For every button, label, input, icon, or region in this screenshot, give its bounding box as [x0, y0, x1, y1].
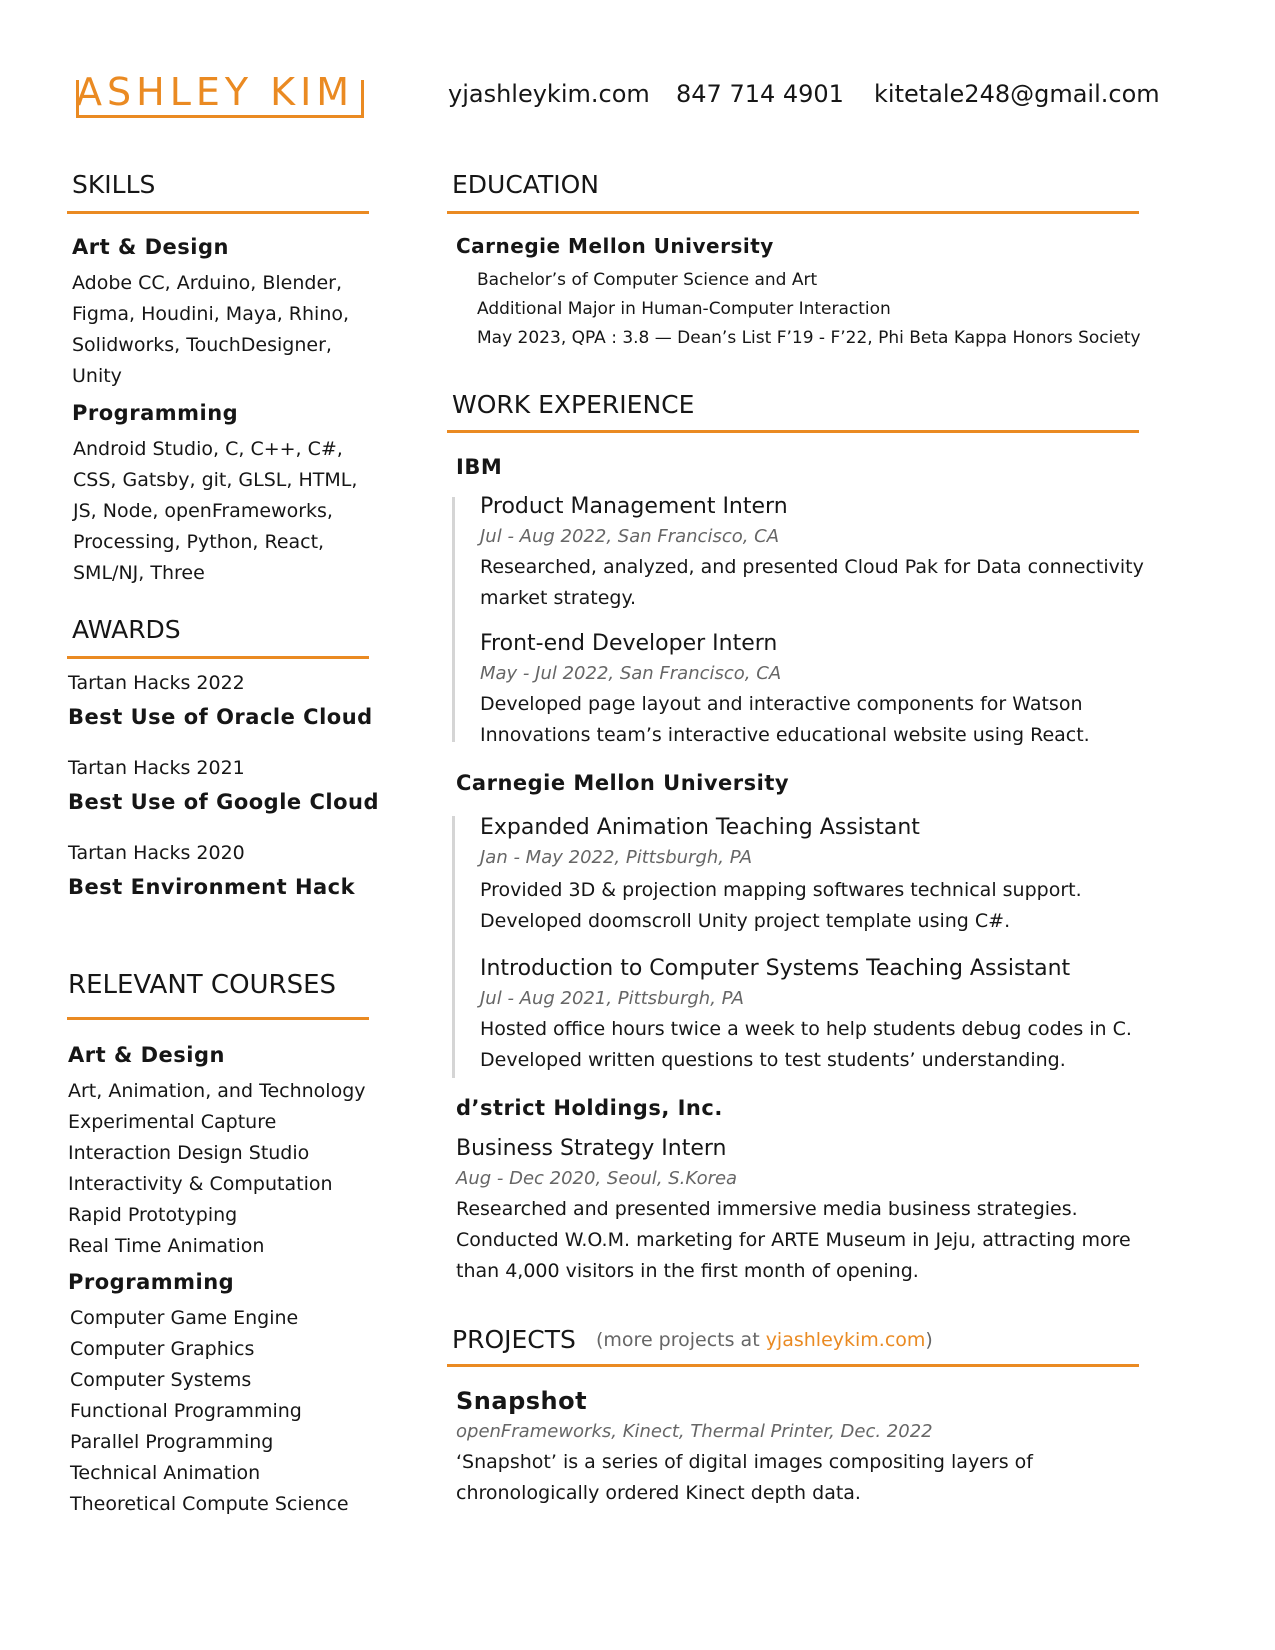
role-meta: Aug - Dec 2020, Seoul, S.Korea — [456, 1168, 738, 1189]
company-name: Carnegie Mellon University — [456, 771, 790, 795]
role-group-bar — [452, 816, 455, 1078]
skills-group-label: Programming — [72, 401, 239, 425]
name-title: ASHLEY KIM — [76, 70, 355, 114]
description-line: than 4,000 visitors in the first month of opening. — [456, 1260, 919, 1282]
skills-heading: SKILLS — [72, 170, 156, 199]
company-name: IBM — [456, 455, 503, 479]
list-item: Adobe CC, Arduino, Blender, — [72, 272, 342, 294]
description-line: Conducted W.O.M. marketing for ARTE Museum in Jeju, attracting more — [456, 1229, 1131, 1251]
list-item: Art, Animation, and Technology — [68, 1080, 366, 1102]
education-school: Carnegie Mellon University — [456, 234, 774, 258]
skills-programming-list — [73, 434, 357, 589]
role-title: Business Strategy Intern — [456, 1136, 727, 1161]
list-item: Parallel Programming — [70, 1431, 274, 1453]
role-description — [480, 1014, 1132, 1076]
role-title: Front-end Developer Intern — [480, 631, 778, 656]
education-details — [477, 266, 1141, 353]
award-event: Tartan Hacks 2022 — [68, 672, 245, 694]
company-name: d’strict Holdings, Inc. — [456, 1096, 723, 1120]
list-item: Functional Programming — [70, 1400, 302, 1422]
description-line: ‘Snapshot’ is a series of digital images compositing layers of — [456, 1451, 1033, 1473]
award-title: Best Use of Oracle Cloud — [68, 705, 373, 729]
role-group-bar — [452, 497, 455, 742]
education-heading: EDUCATION — [452, 170, 599, 199]
role-meta: May - Jul 2022, San Francisco, CA — [480, 663, 782, 684]
projects-note-suffix: ) — [925, 1329, 933, 1351]
courses-art-list — [68, 1076, 366, 1262]
project-name: Snapshot — [456, 1387, 588, 1415]
education-line: Additional Major in Human-Computer Interaction — [477, 299, 891, 319]
list-item: SML/NJ, Three — [73, 562, 205, 584]
name-logo — [76, 70, 368, 122]
project-meta: openFrameworks, Kinect, Thermal Printer, Dec. 2022 — [456, 1421, 933, 1442]
list-item: Experimental Capture — [68, 1111, 277, 1133]
list-item: Computer Graphics — [70, 1338, 255, 1360]
description-line: Researched and presented immersive media business strategies. — [456, 1198, 1078, 1220]
role-title: Introduction to Computer Systems Teaching Assistant — [480, 956, 1071, 981]
role-description — [480, 552, 1144, 614]
list-item: Interaction Design Studio — [68, 1142, 310, 1164]
award-event: Tartan Hacks 2021 — [68, 757, 245, 779]
award-title: Best Use of Google Cloud — [68, 790, 379, 814]
projects-heading: PROJECTS — [452, 1325, 576, 1354]
role-description — [480, 875, 1082, 937]
role-description — [480, 689, 1090, 751]
list-item: JS, Node, openFrameworks, — [73, 500, 333, 522]
list-item: Rapid Prototyping — [68, 1204, 238, 1226]
description-line: Innovations team’s interactive educational website using React. — [480, 724, 1090, 746]
list-item: Computer Game Engine — [70, 1307, 299, 1329]
list-item: Figma, Houdini, Maya, Rhino, — [72, 303, 350, 325]
email-link[interactable]: kitetale248@gmail.com — [874, 80, 1160, 108]
education-rule — [447, 211, 1139, 214]
courses-group-label: Programming — [68, 1270, 235, 1294]
projects-note — [596, 1329, 933, 1351]
education-line: Bachelor’s of Computer Science and Art — [477, 270, 818, 290]
list-item: Processing, Python, React, — [73, 531, 325, 553]
projects-website-link[interactable]: yjashleykim.com — [765, 1329, 926, 1351]
list-item: Real Time Animation — [68, 1235, 265, 1257]
list-item: Theoretical Compute Science — [70, 1493, 349, 1515]
description-line: Researched, analyzed, and presented Cloud Pak for Data connectivity — [480, 556, 1144, 578]
work-heading: WORK EXPERIENCE — [452, 390, 695, 419]
project-description — [456, 1447, 1033, 1509]
phone-number: 847 714 4901 — [676, 80, 844, 108]
awards-rule — [67, 656, 369, 659]
role-title: Expanded Animation Teaching Assistant — [480, 815, 920, 840]
list-item: Unity — [72, 365, 122, 387]
skills-rule — [67, 211, 369, 214]
role-meta: Jul - Aug 2022, San Francisco, CA — [480, 526, 780, 547]
award-title: Best Environment Hack — [68, 875, 356, 899]
awards-heading: AWARDS — [72, 615, 181, 644]
courses-programming-list — [70, 1303, 349, 1520]
description-line: chronologically ordered Kinect depth data. — [456, 1482, 861, 1504]
award-event: Tartan Hacks 2020 — [68, 842, 245, 864]
courses-group-label: Art & Design — [68, 1043, 225, 1067]
courses-rule — [67, 1017, 369, 1020]
list-item: Solidworks, TouchDesigner, — [72, 334, 332, 356]
work-rule — [447, 430, 1139, 433]
role-meta: Jul - Aug 2021, Pittsburgh, PA — [480, 988, 744, 1009]
skills-group-label: Art & Design — [72, 235, 229, 259]
skills-art-list — [72, 268, 349, 392]
list-item: CSS, Gatsby, git, GLSL, HTML, — [73, 469, 358, 491]
projects-note-prefix: (more projects at — [596, 1329, 766, 1351]
description-line: Developed written questions to test students’ understanding. — [480, 1049, 1066, 1071]
list-item: Computer Systems — [70, 1369, 252, 1391]
list-item: Android Studio, C, C++, C#, — [73, 438, 343, 460]
list-item: Interactivity & Computation — [68, 1173, 333, 1195]
website-link[interactable]: yjashleykim.com — [448, 80, 650, 108]
description-line: Hosted office hours twice a week to help students debug codes in C. — [480, 1018, 1132, 1040]
description-line: Provided 3D & projection mapping softwares technical support. — [480, 879, 1082, 901]
description-line: Developed page layout and interactive components for Watson — [480, 693, 1083, 715]
role-description — [456, 1194, 1131, 1287]
role-meta: Jan - May 2022, Pittsburgh, PA — [480, 847, 753, 868]
projects-rule — [447, 1364, 1139, 1367]
role-title: Product Management Intern — [480, 494, 788, 519]
list-item: Technical Animation — [70, 1462, 261, 1484]
description-line: Developed doomscroll Unity project template using C#. — [480, 910, 1011, 932]
courses-heading: RELEVANT COURSES — [68, 970, 337, 1000]
description-line: market strategy. — [480, 587, 637, 609]
education-line: May 2023, QPA : 3.8 — Dean’s List F’19 - F’22, Phi Beta Kappa Honors Society — [477, 328, 1141, 348]
